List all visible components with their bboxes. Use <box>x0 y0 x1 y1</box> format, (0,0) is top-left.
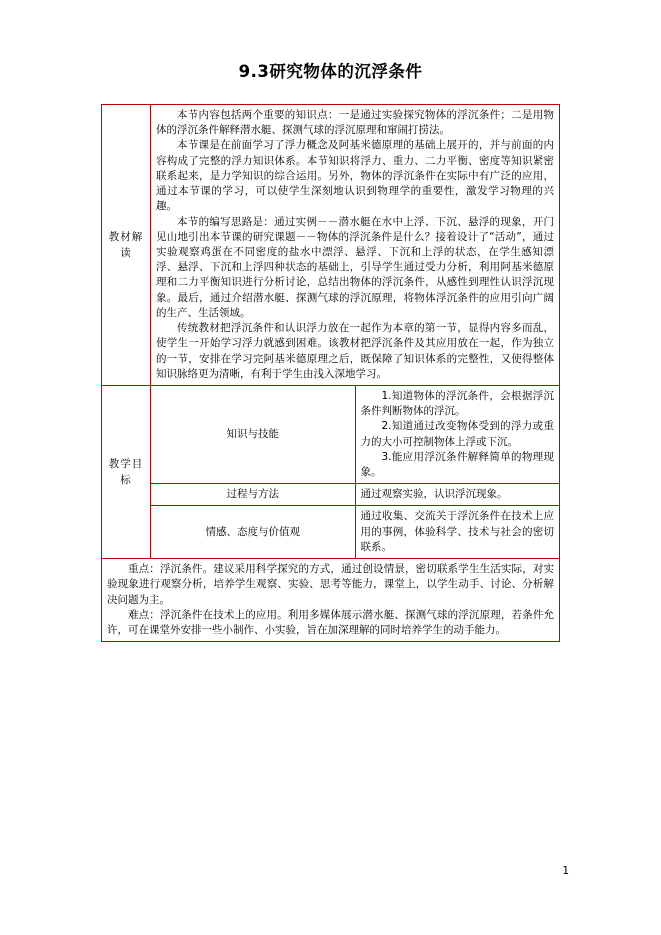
paragraph: 难点：浮沉条件在技术上的应用。利用多媒体展示潜水艇、探测气球的浮沉原理，若条件允许，可在课堂外安排一些小制作、小实验，旨在加深理解的同时培养学生的动手能力。 <box>107 608 554 636</box>
row-label-text: 教学目标 <box>108 457 144 487</box>
page-title: 9.3研究物体的沉浮条件 <box>238 62 423 81</box>
goal-line: 通过收集、交流关于浮沉条件在技术上应用的事例，体验科学、技术与社会的密切联系。 <box>360 510 554 553</box>
key-difficult-points-content <box>102 559 560 642</box>
row-label-textbook-analysis <box>102 105 151 386</box>
goal-line: 2.知道通过改变物体受到的浮力或重力的大小可控制物体上浮或下沉。 <box>360 420 554 448</box>
row-label-text: 教材解读 <box>108 230 144 259</box>
goal-content-attitude <box>355 506 560 559</box>
table-row-key-difficult-points <box>102 559 560 642</box>
goal-line: 1.知道物体的浮沉条件，会根据浮沉条件判断物体的浮沉。 <box>360 389 554 418</box>
goal-line: 3.能应用浮沉条件解释简单的物理现象。 <box>360 450 554 479</box>
row-label-teaching-goals <box>102 385 151 558</box>
table-row-textbook-analysis <box>102 105 560 386</box>
page-number: 1 <box>562 865 569 877</box>
paragraph: 重点：浮沉条件。建议采用科学探究的方式，通过创设情景，密切联系学生生活实际，对实验现象进行观察分析，培养学生观察、实验、思考等能力，课堂上，以学生动手、讨论、分析解决问题为主。 <box>107 563 554 606</box>
table-row-goal-attitude <box>102 506 560 559</box>
paragraph: 本节课是在前面学习了浮力概念及阿基米德原理的基础上展开的，并与前面的内容构成了完整的浮力知识体系。本节知识将浮力、重力、二力平衡、密度等知识紧密联系起来，是力学知识的综合运用。另外，物体的浮沉条件在实际中有广泛的应用，通过本节课的学习，可以使学生深刻地认识到物理学的重要性，激发学习物理的兴趣。 <box>156 139 554 213</box>
goal-sublabel-knowledge: 知识与技能 <box>151 385 356 483</box>
paragraph: 本节内容包括两个重要的知识点：一是通过实验探究物体的浮沉条件；二是用物体的浮沉条件解释潜水艇、探测气球的浮沉原理和窜闹打捞法。 <box>156 109 554 137</box>
goal-content-knowledge <box>355 385 560 483</box>
goal-content-process <box>355 484 560 506</box>
table-row-goal-process <box>102 484 560 506</box>
paragraph: 本节的编写思路是：通过实例－－潜水艇在水中上浮、下沉、悬浮的现象，开门见山地引出本节课的研究课题－－物体的浮沉条件是什么？接着设计了“活动”，通过实验观察鸡蛋在不同密度的盐水中漂浮、悬浮、下沉和上浮的状态，在学生感知漂浮、悬浮、下沉和上浮四种状态的基础上，引导学生通过受力分析，利用阿基米德原理和二力平衡知识进行分析讨论，总结出物体的浮沉条件，从感性到理性认识浮沉现象。最后，通过介绍潜水艇、探测气球的浮沉原理，将物体浮沉条件的应用引向广阔的生产、生活领域。 <box>156 215 554 319</box>
textbook-analysis-content <box>151 105 560 386</box>
goal-sublabel-process: 过程与方法 <box>151 484 356 506</box>
goal-line: 通过观察实验，认识浮沉现象。 <box>360 488 508 501</box>
lesson-plan-table <box>101 104 560 642</box>
goal-sublabel-attitude: 情感、态度与价值观 <box>151 506 356 559</box>
table-row-goal-knowledge <box>102 385 560 483</box>
paragraph: 传统教材把浮沉条件和认识浮力放在一起作为本章的第一节，显得内容多而乱，使学生一开始学习浮力就感到困难。该教材把浮沉条件及其应用放在一起，作为独立的一节，安排在学习完阿基米德原理之后，既保障了知识体系的完整性，又使得整体知识脉络更为清晰，有利于学生由浅入深地学习。 <box>156 322 554 380</box>
